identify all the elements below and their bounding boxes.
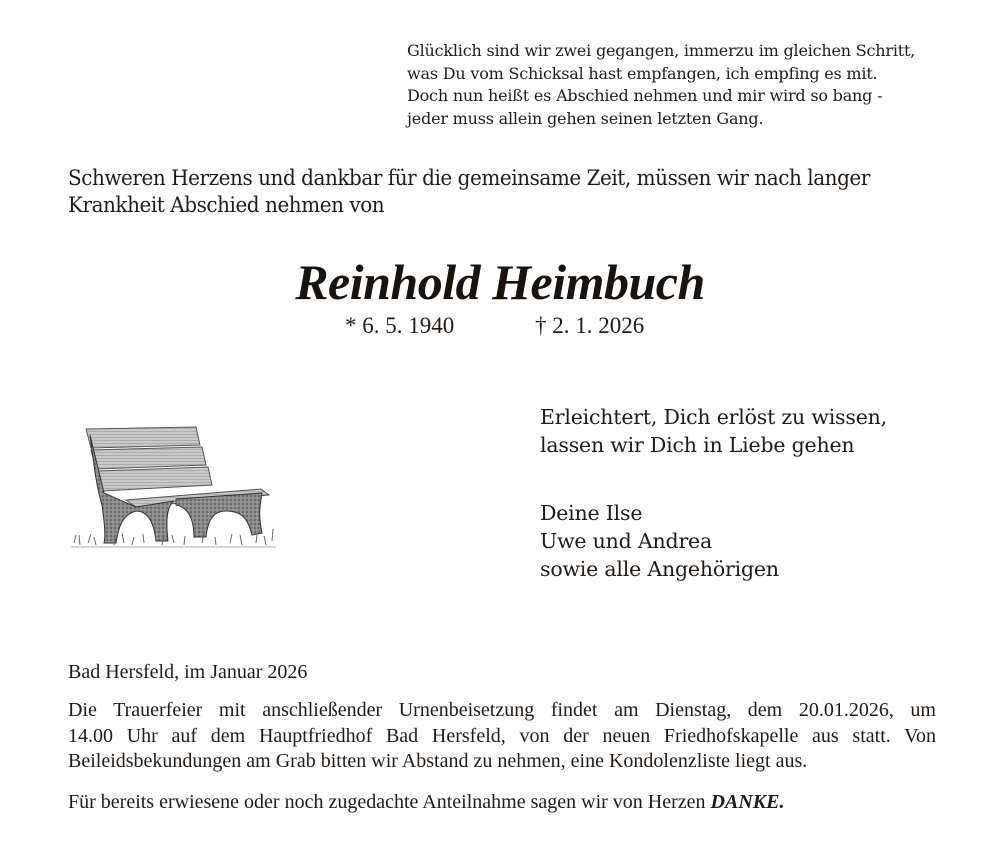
poem-line: was Du vom Schicksal hast empfangen, ich empfing es mit. xyxy=(407,63,878,83)
birth-date: * 6. 5. 1940 xyxy=(345,313,455,338)
thanks-sentence: Für bereits erwiesene oder noch zugedachte Anteilnahme sagen wir von Herzen xyxy=(68,791,711,813)
intro-text xyxy=(68,165,870,219)
thanks-emphasis: DANKE. xyxy=(710,791,785,813)
park-bench-illustration-icon xyxy=(66,415,281,550)
place-and-date: Bad Hersfeld, im Januar 2026 xyxy=(68,661,308,683)
poem-verse xyxy=(407,40,915,130)
funeral-details xyxy=(68,698,938,775)
memorial-quote xyxy=(540,404,887,459)
poem-line: jeder muss allein gehen seinen letzten Gang. xyxy=(407,108,764,128)
family-signature xyxy=(540,499,779,583)
deceased-name: Reinhold Heimbuch xyxy=(295,254,705,310)
details-line: Die Trauerfeier mit anschließender Urnenbeisetzung findet am Dienstag, dem 20.01.2026, um xyxy=(68,699,936,721)
details-line: 14.00 Uhr auf dem Hauptfriedhof Bad Hersfeld, von der neuen Friedhofskapelle aus statt. Von xyxy=(68,724,936,747)
life-dates xyxy=(345,313,645,339)
family-line: sowie alle Angehörigen xyxy=(540,557,779,581)
thanks-text xyxy=(68,789,784,815)
family-line: Deine Ilse xyxy=(540,501,643,525)
quote-line: Erleichtert, Dich erlöst zu wissen, xyxy=(540,405,887,429)
quote-line: lassen wir Dich in Liebe gehen xyxy=(540,432,855,457)
family-line: Uwe und Andrea xyxy=(540,529,713,553)
death-date: † 2. 1. 2026 xyxy=(535,313,645,338)
intro-line: Schweren Herzens und dankbar für die gemeinsame Zeit, müssen wir nach langer xyxy=(68,166,870,191)
intro-line: Krankheit Abschied nehmen von xyxy=(68,193,385,218)
poem-line: Glücklich sind wir zwei gegangen, immerzu im gleichen Schritt, xyxy=(407,41,916,60)
details-line: Beileidsbekundungen am Grab bitten wir Abstand zu nehmen, eine Kondolenzliste liegt aus. xyxy=(68,750,808,772)
poem-line: Doch nun heißt es Abschied nehmen und mir wird so bang - xyxy=(407,86,883,105)
